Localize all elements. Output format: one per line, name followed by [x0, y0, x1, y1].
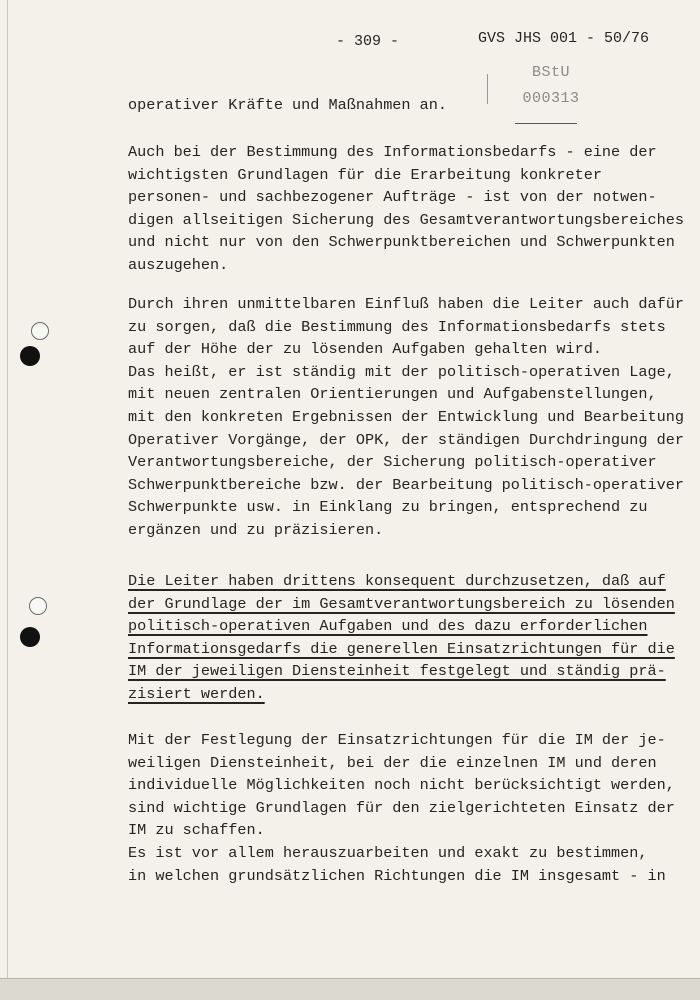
text-line: in welchen grundsätzlichen Richtungen die IM insgesamt - in [128, 866, 666, 885]
text-line: Auch bei der Bestimmung des Informationsbedarfs - eine der [128, 143, 657, 161]
filled-punch-hole-icon [20, 627, 40, 647]
page-number: - 309 - [336, 33, 400, 50]
stamp-label: BStU [531, 64, 570, 81]
text-line: personen- und sachbezogener Aufträge - ist von der notwen- [128, 188, 657, 207]
punch-hole-icon [31, 322, 49, 340]
text-line: Operativer Vorgänge, der OPK, der ständigen Durchdringung der [128, 430, 684, 449]
text-line: und nicht nur von den Schwerpunktbereichen und Schwerpunkten [128, 233, 675, 252]
document-reference: GVS JHS 001 - 50/76 [478, 30, 650, 47]
underlined-text-line: politisch-operativen Aufgaben und des dazu erforderlichen [128, 617, 648, 636]
filled-punch-hole-icon [20, 346, 40, 366]
text-line: mit neuen zentralen Orientierungen und Aufgabenstellungen, [128, 385, 657, 404]
paragraph-leader-influence [128, 293, 688, 542]
text-line: auf der Höhe der zu lösenden Aufgaben gehalten wird. [128, 340, 602, 359]
text-line: Durch ihren unmittelbaren Einfluß haben die Leiter auch dafür [128, 295, 684, 313]
scan-bottom-edge [0, 978, 700, 1000]
underlined-text-line: Die Leiter haben drittens konsequent durchzusetzen, daß auf [128, 572, 666, 590]
underlined-text-line: IM der jeweiligen Diensteinheit festgelegt und ständig prä- [128, 662, 666, 681]
stamp-underline [515, 123, 577, 124]
punch-hole-icon [29, 597, 47, 615]
text-line: auszugehen. [128, 255, 229, 274]
paragraph-continuation [128, 94, 688, 117]
text-line: ergänzen und zu präzisieren. [128, 520, 384, 539]
text-line: sind wichtige Grundlagen für den zielgerichteten Einsatz der [128, 798, 675, 817]
text-line: wichtigsten Grundlagen für die Erarbeitung konkreter [128, 165, 602, 184]
text-line: operativer Kräfte und Maßnahmen an. [128, 96, 447, 114]
text-line: weiligen Diensteinheit, bei der die einzelnen IM und deren [128, 753, 657, 772]
text-line: digen allseitigen Sicherung des Gesamtverantwortungsbereiches [128, 210, 684, 229]
text-line: mit den konkreten Ergebnissen der Entwicklung und Bearbeitung [128, 407, 684, 426]
text-line: zu sorgen, daß die Bestimmung des Informationsbedarfs stets [128, 317, 666, 336]
underlined-text-line: der Grundlage der im Gesamtverantwortungsbereich zu lösenden [128, 594, 675, 613]
text-line: Es ist vor allem herauszuarbeiten und exakt zu bestimmen, [128, 843, 648, 862]
text-line: Schwerpunkte usw. in Einklang zu bringen, entsprechend zu [128, 498, 648, 517]
text-line: IM zu schaffen. [128, 821, 265, 840]
underlined-text-line: Informationsgedarfs die generellen Einsatzrichtungen für die [128, 639, 675, 658]
paragraph-information-needs [128, 141, 688, 277]
text-line: Das heißt, er ist ständig mit der politisch-operativen Lage, [128, 362, 675, 381]
text-line: individuelle Möglichkeiten noch nicht berücksichtigt werden, [128, 776, 675, 795]
text-line: Schwerpunktbereiche bzw. der Bearbeitung politisch-operativer [128, 475, 684, 494]
underlined-text-line: zisiert werden. [128, 684, 265, 703]
paragraph-deployment-directions [128, 729, 688, 887]
text-line: Verantwortungsbereiche, der Sicherung politisch-operativer [128, 453, 657, 472]
paragraph-underlined-directive [128, 570, 688, 706]
text-line: Mit der Festlegung der Einsatzrichtungen für die IM der je- [128, 731, 666, 749]
binding-edge-line [7, 0, 8, 1000]
stamp-number: 000313 [522, 90, 580, 107]
